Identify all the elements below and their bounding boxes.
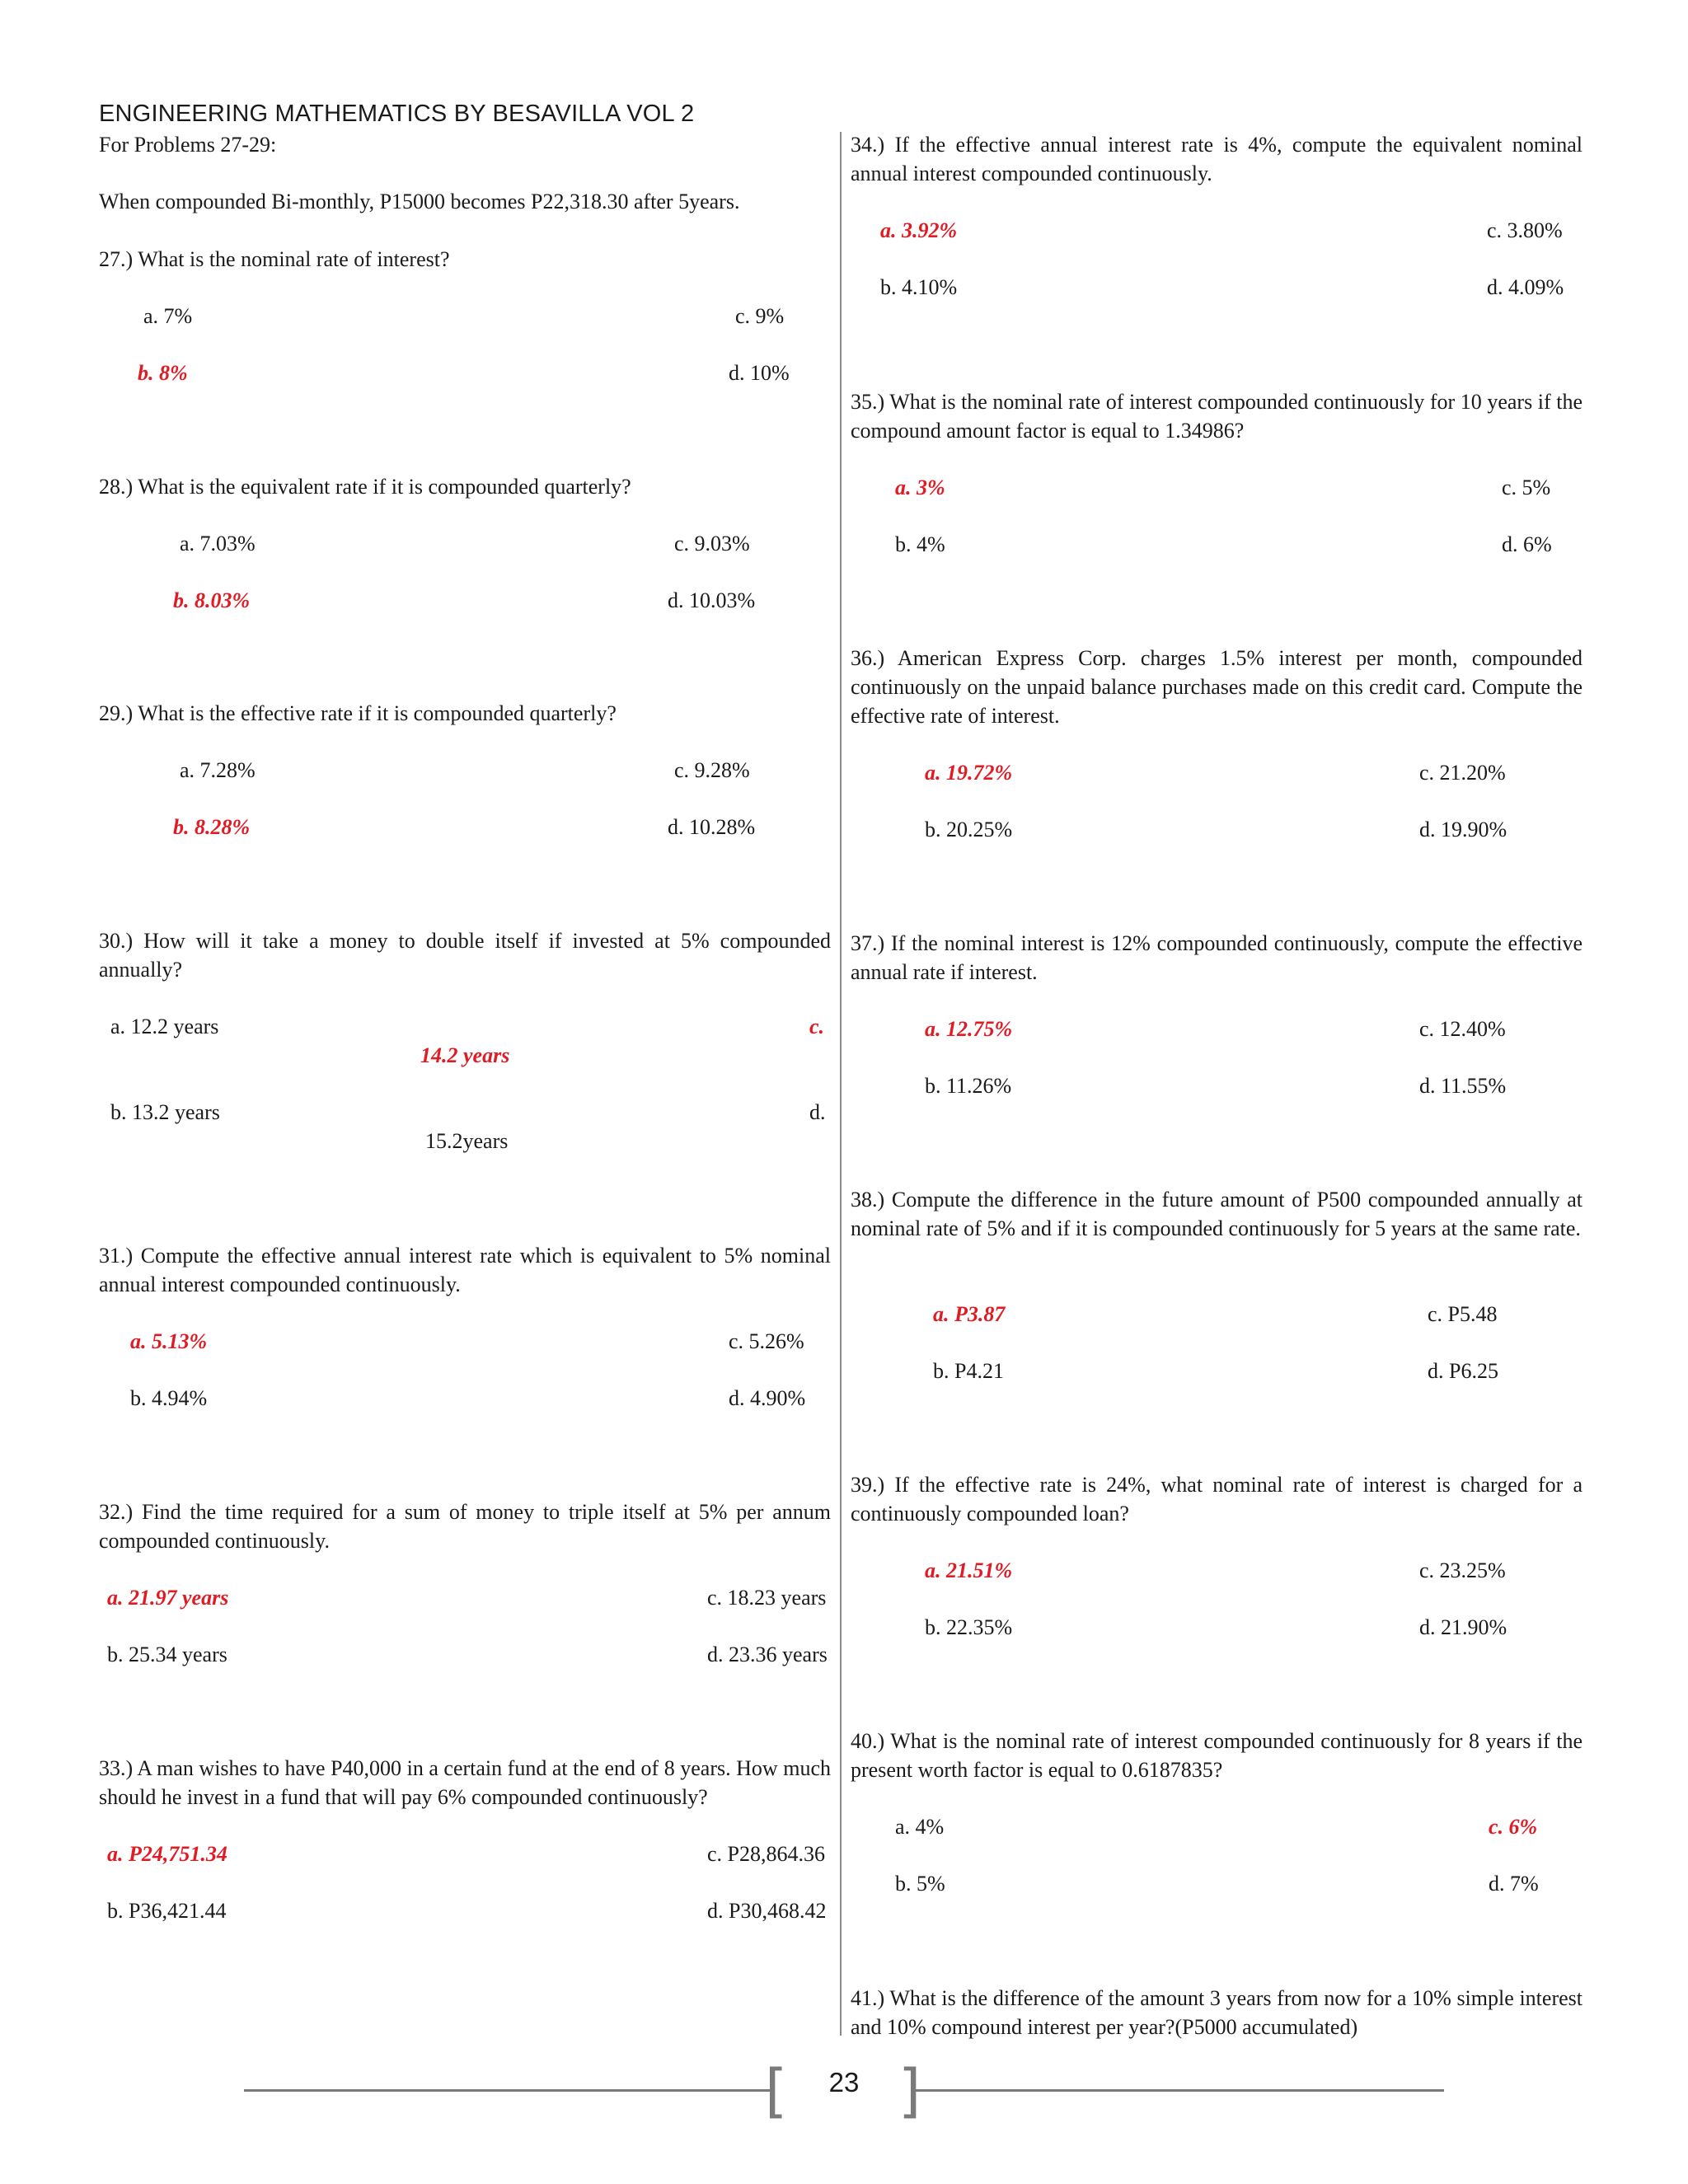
q28-option-a: a. 7.03% bbox=[180, 532, 256, 555]
q36-option-d: d. 19.90% bbox=[1419, 818, 1507, 841]
q27-option-c: c. 9% bbox=[735, 304, 785, 328]
q28-option-b-answer: b. 8.03% bbox=[173, 588, 251, 612]
question-39-text: 39.) If the effective rate is 24%, what nominal rate of interest is charged for a continuously compounded loan? bbox=[851, 1473, 1582, 1526]
q40-option-c-answer: c. 6% bbox=[1489, 1815, 1538, 1839]
q38-option-d: d. P6.25 bbox=[1428, 1359, 1498, 1383]
q39-option-c: c. 23.25% bbox=[1419, 1558, 1506, 1582]
q27-option-d: d. 10% bbox=[729, 361, 790, 385]
intro-text: When compounded Bi-monthly, P15000 becomes P22,318.30 after 5years. bbox=[99, 190, 740, 213]
question-31 bbox=[99, 1241, 831, 1299]
q29-option-b-answer: b. 8.28% bbox=[173, 815, 251, 839]
q37-option-d: d. 11.55% bbox=[1419, 1074, 1507, 1098]
q29-option-d: d. 10.28% bbox=[668, 815, 756, 839]
question-37 bbox=[851, 929, 1582, 987]
q33-option-c: c. P28,864.36 bbox=[707, 1842, 825, 1866]
q37-option-a-answer: a. 12.75% bbox=[925, 1017, 1013, 1041]
q27-option-b-answer: b. 8% bbox=[138, 361, 188, 385]
q31-option-d: d. 4.90% bbox=[729, 1386, 806, 1410]
q33-option-d: d. P30,468.42 bbox=[707, 1899, 827, 1923]
q35-option-b: b. 4% bbox=[895, 532, 945, 556]
footer-left-brace: [ bbox=[765, 2057, 788, 2125]
q30-option-d-letter: d. bbox=[809, 1100, 826, 1124]
question-28 bbox=[99, 472, 831, 501]
q36-option-b: b. 20.25% bbox=[925, 818, 1013, 841]
question-35-text: 35.) What is the nominal rate of interest compounded continuously for 10 years if the compound amount factor is equal to 1.34986? bbox=[851, 390, 1582, 443]
q40-option-b: b. 5% bbox=[895, 1872, 945, 1896]
question-38-text: 38.) Compute the difference in the future amount of P500 compounded annually at nominal rate of 5% and if it is compounded continuously for 5 years at the same rate. bbox=[851, 1188, 1582, 1240]
q39-option-a-answer: a. 21.51% bbox=[925, 1558, 1013, 1582]
q35-option-d: d. 6% bbox=[1502, 532, 1552, 556]
q40-option-d: d. 7% bbox=[1489, 1872, 1539, 1896]
question-33-text: 33.) A man wishes to have P40,000 in a certain fund at the end of 8 years. How much should he invest in a fund that will pay 6% compounded continuously? bbox=[99, 1756, 831, 1809]
q39-option-d: d. 21.90% bbox=[1419, 1615, 1507, 1639]
question-34-text: 34.) If the effective annual interest rate is 4%, compute the equivalent nominal annual interest compounded continuously. bbox=[851, 133, 1582, 185]
q34-option-c: c. 3.80% bbox=[1487, 218, 1563, 242]
q34-option-a-answer: a. 3.92% bbox=[880, 218, 958, 242]
question-41 bbox=[851, 1984, 1582, 2041]
footer-line-right bbox=[915, 2089, 1444, 2092]
question-29 bbox=[99, 699, 831, 728]
question-33 bbox=[99, 1754, 831, 1811]
question-35 bbox=[851, 387, 1582, 445]
q28-option-c: c. 9.03% bbox=[674, 532, 750, 555]
question-32-text: 32.) Find the time required for a sum of money to triple itself at 5% per annum compounded continuously. bbox=[99, 1500, 831, 1553]
question-41-text: 41.) What is the difference of the amount 3 years from now for a 10% simple interest and 10% compound interest per year?(P5000 accumulated) bbox=[851, 1986, 1582, 2039]
q35-option-c: c. 5% bbox=[1502, 476, 1551, 499]
q36-option-c: c. 21.20% bbox=[1419, 761, 1506, 785]
q28-option-d: d. 10.03% bbox=[668, 588, 756, 612]
q31-option-b: b. 4.94% bbox=[130, 1386, 208, 1410]
footer-line-left bbox=[244, 2089, 771, 2092]
question-29-text: 29.) What is the effective rate if it is compounded quarterly? bbox=[99, 701, 617, 725]
question-30 bbox=[99, 926, 831, 984]
q36-option-a-answer: a. 19.72% bbox=[925, 761, 1013, 785]
q30-option-b: b. 13.2 years bbox=[110, 1100, 220, 1124]
q30-option-c-letter-answer: c. bbox=[809, 1015, 825, 1038]
q34-option-d: d. 4.09% bbox=[1487, 275, 1564, 299]
q38-option-a-answer: a. P3.87 bbox=[933, 1302, 1006, 1326]
q34-option-b: b. 4.10% bbox=[880, 275, 958, 299]
question-36-text: 36.) American Express Corp. charges 1.5% interest per month, compounded continuously on the unpaid balance purchases made on this credit card. Compute the effective rate of interest. bbox=[851, 646, 1582, 728]
question-40-text: 40.) What is the nominal rate of interest compounded continuously for 8 years if the present worth factor is equal to 0.6187835? bbox=[851, 1729, 1582, 1782]
q27-option-a: a. 7% bbox=[143, 304, 193, 328]
q31-option-c: c. 5.26% bbox=[729, 1329, 804, 1353]
question-31-text: 31.) Compute the effective annual interest rate which is equivalent to 5% nominal annual interest compounded continuously. bbox=[99, 1244, 831, 1296]
q38-option-b: b. P4.21 bbox=[933, 1359, 1004, 1383]
q40-option-a: a. 4% bbox=[895, 1815, 945, 1839]
q30-option-c-value-answer: 14.2 years bbox=[420, 1043, 510, 1067]
question-27 bbox=[99, 245, 831, 274]
q35-option-a-answer: a. 3% bbox=[895, 476, 945, 499]
question-28-text: 28.) What is the equivalent rate if it is compounded quarterly? bbox=[99, 475, 631, 499]
q39-option-b: b. 22.35% bbox=[925, 1615, 1013, 1639]
q31-option-a-answer: a. 5.13% bbox=[130, 1329, 208, 1353]
question-37-text: 37.) If the nominal interest is 12% compounded continuously, compute the effective annual rate if interest. bbox=[851, 931, 1582, 984]
footer-right-brace: ] bbox=[898, 2057, 921, 2125]
question-32 bbox=[99, 1497, 831, 1555]
intro-label: For Problems 27-29: bbox=[99, 133, 277, 157]
question-30-text: 30.) How will it take a money to double itself if invested at 5% compounded annually? bbox=[99, 929, 831, 982]
q30-option-d-value: 15.2years bbox=[425, 1129, 509, 1153]
q29-option-c: c. 9.28% bbox=[674, 758, 750, 782]
q33-option-b: b. P36,421.44 bbox=[107, 1899, 227, 1923]
question-38 bbox=[851, 1185, 1582, 1243]
column-divider bbox=[840, 132, 842, 2036]
q30-option-a: a. 12.2 years bbox=[110, 1015, 219, 1038]
question-36 bbox=[851, 644, 1582, 730]
question-40 bbox=[851, 1727, 1582, 1784]
q29-option-a: a. 7.28% bbox=[180, 758, 256, 782]
q32-option-a-answer: a. 21.97 years bbox=[107, 1586, 229, 1610]
question-34 bbox=[851, 130, 1582, 188]
q37-option-b: b. 11.26% bbox=[925, 1074, 1012, 1098]
q32-option-d: d. 23.36 years bbox=[707, 1643, 828, 1666]
question-39 bbox=[851, 1470, 1582, 1528]
page-number: 23 bbox=[828, 2067, 860, 2097]
question-27-text: 27.) What is the nominal rate of interest? bbox=[99, 247, 450, 271]
page-header: ENGINEERING MATHEMATICS BY BESAVILLA VOL 2 bbox=[99, 101, 695, 127]
q37-option-c: c. 12.40% bbox=[1419, 1017, 1506, 1041]
q38-option-c: c. P5.48 bbox=[1428, 1302, 1498, 1326]
q32-option-c: c. 18.23 years bbox=[707, 1586, 827, 1610]
q33-option-a-answer: a. P24,751.34 bbox=[107, 1842, 227, 1866]
q32-option-b: b. 25.34 years bbox=[107, 1643, 227, 1666]
